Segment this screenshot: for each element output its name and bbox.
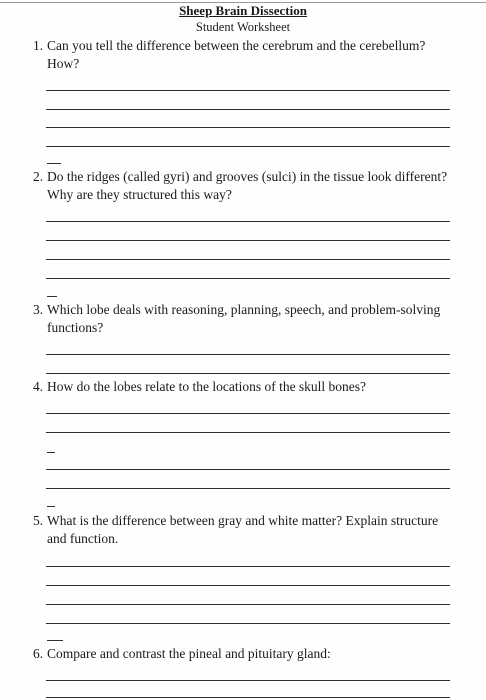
answer-line[interactable] (46, 566, 450, 567)
question-number: 1. (33, 38, 44, 53)
answer-line[interactable] (46, 697, 450, 698)
answer-line[interactable] (46, 488, 450, 489)
answer-line[interactable] (46, 259, 450, 260)
answer-line[interactable] (46, 127, 450, 128)
answer-line[interactable] (46, 413, 450, 414)
question-number: 6. (33, 646, 44, 661)
answer-dash[interactable] (47, 640, 63, 641)
answer-line[interactable] (46, 623, 450, 624)
answer-line[interactable] (46, 109, 450, 110)
answer-line[interactable] (46, 146, 450, 147)
answer-line[interactable] (46, 604, 450, 605)
answer-line[interactable] (46, 469, 450, 470)
question-text: Compare and contrast the pineal and pituitary gland: (47, 646, 331, 661)
question-number: 2. (33, 169, 44, 184)
question-text: Do the ridges (called gyri) and grooves (sulci) in the tissue look different? Why are they structured this way? (47, 169, 448, 202)
worksheet-title: Sheep Brain Dissection (179, 3, 307, 18)
answer-line[interactable] (46, 432, 450, 433)
answer-line[interactable] (46, 373, 450, 374)
question-text: Which lobe deals with reasoning, planning, speech, and problem-solving functions? (47, 302, 441, 335)
question-text: How do the lobes relate to the locations of the skull bones? (47, 379, 367, 394)
question-number: 5. (33, 513, 44, 528)
question-number: 4. (33, 379, 44, 394)
answer-line[interactable] (46, 278, 450, 279)
answer-line[interactable] (46, 90, 450, 91)
answer-dash[interactable] (47, 163, 61, 164)
answer-dash[interactable] (47, 506, 55, 507)
answer-line[interactable] (46, 354, 450, 355)
question-text: What is the difference between gray and white matter? Explain structure and function. (47, 513, 439, 546)
answer-line[interactable] (46, 221, 450, 222)
answer-dash[interactable] (47, 452, 55, 453)
worksheet-subtitle: Student Worksheet (195, 20, 291, 34)
answer-line[interactable] (46, 585, 450, 586)
question-number: 3. (33, 302, 44, 317)
question-text: Can you tell the difference between the cerebrum and the cerebellum? How? (47, 38, 426, 71)
answer-line[interactable] (46, 680, 450, 681)
answer-dash[interactable] (47, 296, 57, 297)
answer-line[interactable] (46, 240, 450, 241)
